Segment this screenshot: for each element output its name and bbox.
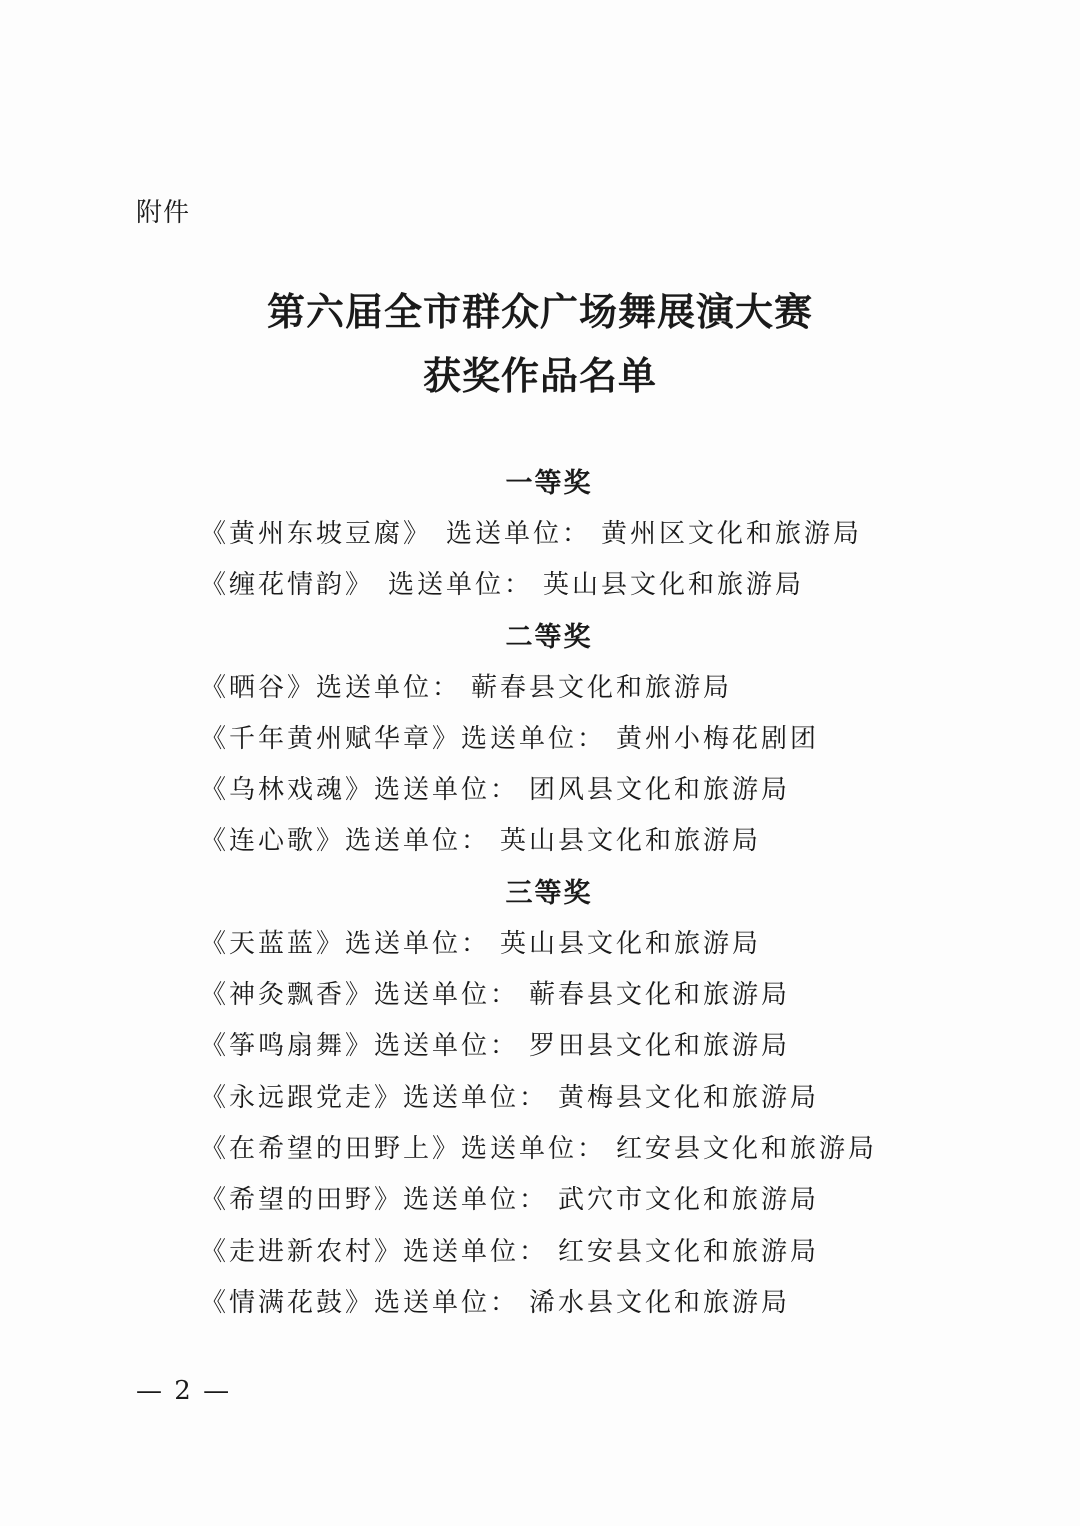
section-heading: 二等奖: [505, 621, 593, 653]
unit-label: 选送单位：: [374, 1287, 520, 1318]
work-title: 《天蓝蓝》: [200, 928, 346, 959]
list-item: [0, 1227, 1080, 1278]
unit-name: 蕲春县文化和旅游局: [471, 672, 733, 703]
list-item: [0, 1124, 1080, 1175]
list-item: [0, 919, 1080, 970]
award-section-second: [0, 612, 1080, 868]
unit-name: 黄州区文化和旅游局: [601, 519, 863, 549]
list-item: [0, 509, 1080, 560]
work-title: 《永远跟党走》: [200, 1082, 404, 1113]
work-title: 《神灸飘香》: [200, 980, 375, 1011]
work-title: 《希望的田野》: [200, 1185, 404, 1216]
list-item: [0, 1278, 1080, 1329]
unit-label: 选送单位：: [345, 826, 491, 857]
list-item: [0, 560, 1080, 611]
unit-name: 黄梅县文化和旅游局: [558, 1082, 820, 1113]
work-title: 《缠花情韵》: [200, 570, 375, 601]
unit-name: 红安县文化和旅游局: [558, 1236, 820, 1267]
page-number: — 2 —: [136, 1376, 232, 1406]
award-section-first: [0, 458, 1080, 612]
work-title: 《千年黄州赋华章》: [200, 723, 462, 754]
unit-label: 选送单位：: [345, 928, 491, 959]
unit-label: 选送单位：: [446, 519, 592, 549]
work-title: 《情满花鼓》: [200, 1287, 375, 1318]
unit-name: 英山县文化和旅游局: [543, 570, 805, 601]
work-title: 《乌林戏魂》: [200, 775, 375, 806]
unit-name: 武穴市文化和旅游局: [558, 1185, 820, 1216]
list-item: [0, 714, 1080, 765]
unit-label: 选送单位：: [388, 570, 534, 601]
unit-label: 选送单位：: [403, 1185, 549, 1216]
list-item: [0, 765, 1080, 816]
page-title: 第六届全市群众广场舞展演大赛: [266, 289, 813, 334]
unit-name: 英山县文化和旅游局: [500, 826, 762, 857]
page-subtitle: 获奖作品名单: [422, 353, 657, 398]
unit-name: 英山县文化和旅游局: [500, 928, 762, 959]
unit-name: 浠水县文化和旅游局: [529, 1287, 791, 1318]
list-item: [0, 1175, 1080, 1226]
list-item: [0, 1021, 1080, 1072]
unit-name: 黄州小梅花剧团: [616, 723, 820, 754]
unit-label: 选送单位：: [316, 672, 462, 703]
list-item: [0, 816, 1080, 867]
unit-label: 选送单位：: [461, 723, 607, 754]
unit-label: 选送单位：: [374, 980, 520, 1011]
work-title: 《晒谷》: [200, 672, 317, 703]
section-heading: 三等奖: [505, 877, 593, 909]
work-title: 《筝鸣扇舞》: [200, 1031, 375, 1062]
unit-label: 选送单位：: [461, 1133, 607, 1164]
unit-label: 选送单位：: [403, 1082, 549, 1113]
award-list: [0, 458, 1080, 1329]
unit-name: 蕲春县文化和旅游局: [529, 980, 791, 1011]
list-item: [0, 663, 1080, 714]
award-section-third: [0, 868, 1080, 1329]
unit-label: 选送单位：: [403, 1236, 549, 1267]
work-title: 《连心歌》: [200, 826, 346, 857]
work-title: 《在希望的田野上》: [200, 1133, 462, 1164]
unit-name: 罗田县文化和旅游局: [529, 1031, 791, 1062]
unit-name: 团风县文化和旅游局: [529, 775, 791, 806]
list-item: [0, 1073, 1080, 1124]
unit-name: 红安县文化和旅游局: [616, 1133, 878, 1164]
list-item: [0, 970, 1080, 1021]
work-title: 《黄州东坡豆腐》: [200, 519, 433, 549]
unit-label: 选送单位：: [374, 775, 520, 806]
work-title: 《走进新农村》: [200, 1236, 404, 1267]
attachment-label: 附件: [136, 198, 191, 228]
unit-label: 选送单位：: [374, 1031, 520, 1062]
section-heading: 一等奖: [505, 468, 593, 499]
